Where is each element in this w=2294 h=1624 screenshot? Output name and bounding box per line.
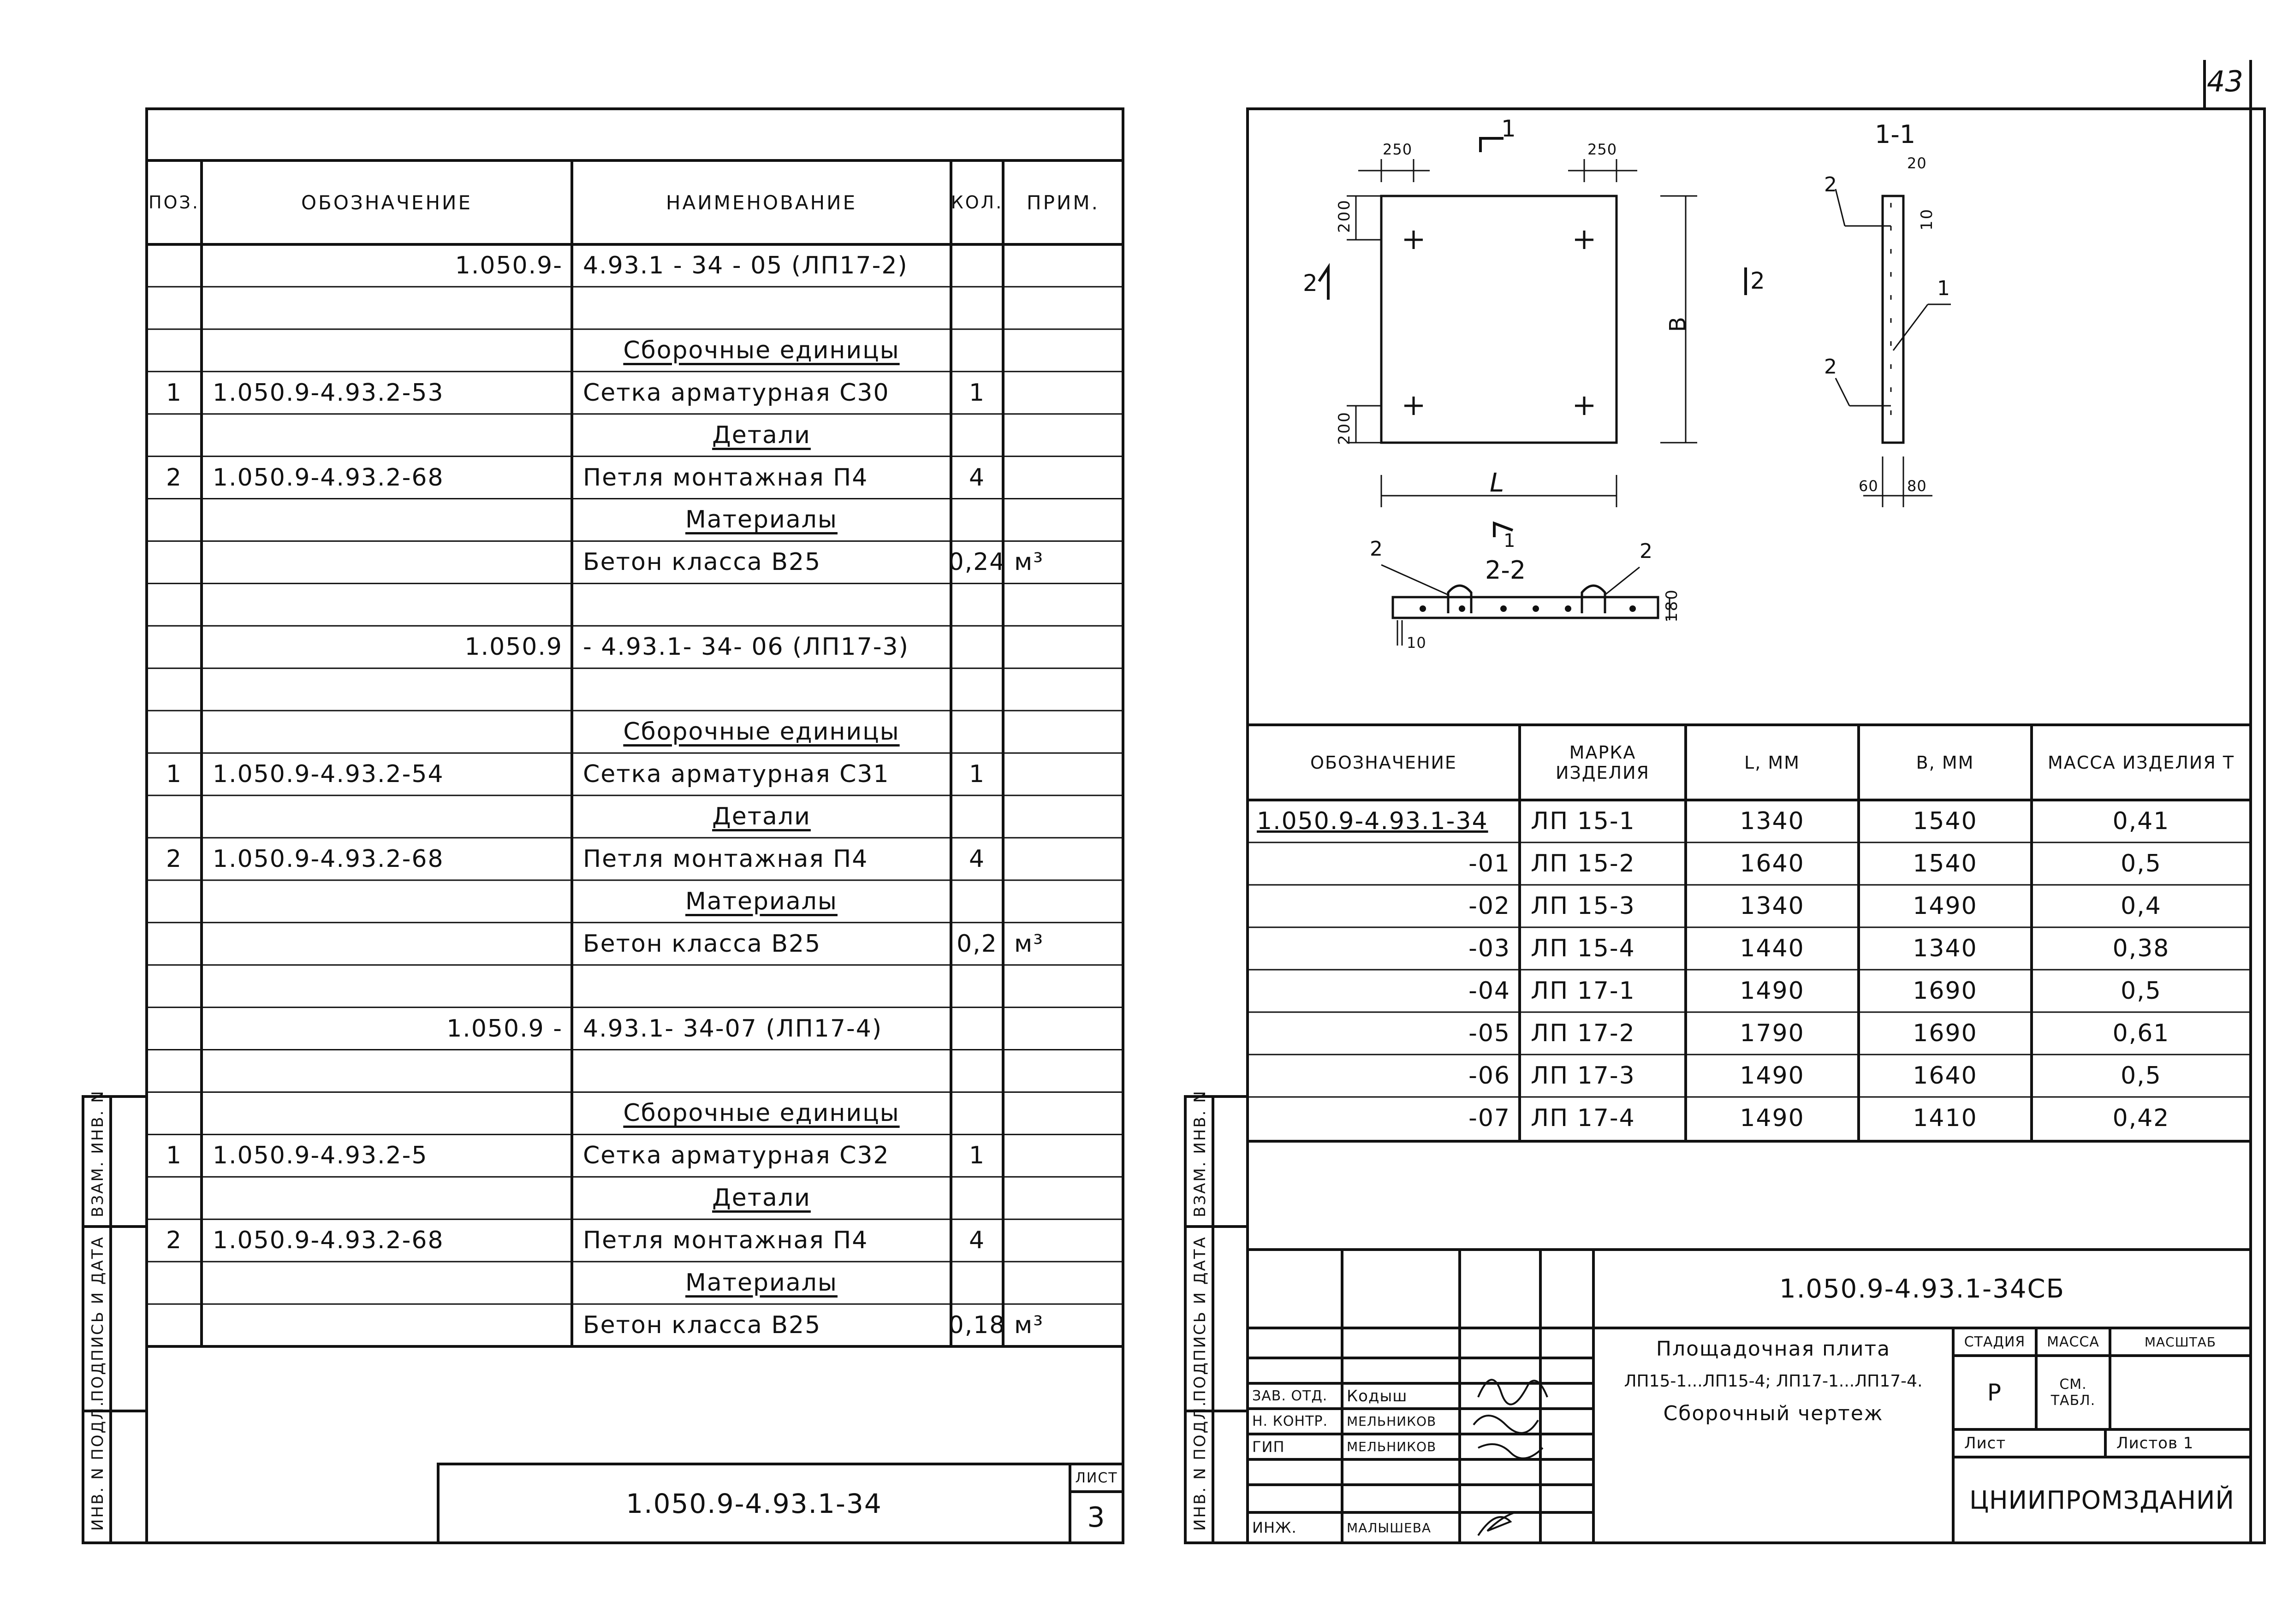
row-poz [147,499,202,541]
row-poz [147,329,202,372]
row-qty: 0,2 [957,930,998,958]
row-designation [202,329,572,372]
spec-l: 1640 [1740,850,1805,877]
row-poz [147,711,202,753]
row-poz [147,414,202,456]
role-inzh: ИНЖ. [1252,1519,1297,1536]
section-heading: Материалы [685,887,838,915]
row-qty [951,583,1003,626]
row-poz [147,1177,202,1219]
row-qty [951,1177,1003,1219]
dim-b: В [1665,315,1691,332]
spec-mark: ЛП 17-2 [1531,1019,1635,1047]
row-note [1003,668,1123,711]
row-qty: 1 [969,379,986,407]
row-designation [202,1262,572,1304]
row-note: м³ [1014,930,1044,958]
cut-1-top: 1 [1501,115,1516,142]
row-qty: 0,18 [948,1311,1006,1340]
sheet-label-right: Лист [1964,1434,2006,1452]
row-poz [147,668,202,711]
right-margin-vzam: ВЗАМ. ИНВ. N [1191,1090,1209,1217]
row-designation [202,499,572,541]
row-poz: 1 [166,379,183,407]
dim-20: 20 [1907,154,1927,172]
header-designation: ОБОЗНАЧЕНИЕ [301,191,473,214]
row-name: Бетон класса В25 [583,930,821,958]
row-qty [951,1092,1003,1134]
row-qty [951,329,1003,372]
title-line1: Площадочная плита [1656,1337,1891,1361]
margin-vzam: ВЗАМ. ИНВ. N [89,1090,107,1217]
dim-80: 80 [1907,477,1927,495]
dim-60: 60 [1859,477,1878,495]
row-note [1003,880,1123,923]
row-name [572,583,951,626]
row-qty [951,287,1003,329]
spec-b: 1410 [1913,1104,1978,1132]
row-qty: 4 [969,463,986,492]
section-2-2-label: 2-2 [1485,556,1526,585]
leader-2-s22-right: 2 [1640,539,1652,563]
name-n-kontr: МЕЛЬНИКОВ [1347,1414,1437,1429]
row-qty: 1 [969,1142,986,1170]
row-qty [951,880,1003,923]
spec-mark: ЛП 15-1 [1531,807,1635,835]
margin-podpis: ПОДПИСЬ И ДАТА [89,1236,107,1402]
row-designation: 1.050.9-4.93.2-68 [213,463,444,492]
row-name: Петля монтажная П4 [583,845,868,873]
spec-mass: 0,5 [2121,1062,2162,1090]
dim-250-right: 250 [1587,141,1617,158]
margin-inv-podl: ИНВ. N ПОДЛ. [89,1400,107,1531]
row-note [1003,626,1123,668]
row-poz [147,923,202,965]
name-gip: МЕЛЬНИКОВ [1347,1439,1437,1454]
title-code: 1.050.9-4.93.1-34СБ [1779,1274,2065,1304]
cut-2-left: 2 [1303,270,1318,296]
row-designation [202,880,572,923]
row-designation [202,414,572,456]
cut-1-bottom: 1 [1504,530,1515,551]
section-heading: Сборочные единицы [623,336,900,364]
spec-b: 1690 [1913,1019,1978,1047]
dim-l: L [1490,468,1504,498]
header-name: НАИМЕНОВАНИЕ [666,191,857,214]
row-qty [951,1008,1003,1050]
signatures [1460,1356,1598,1543]
row-poz [147,287,202,329]
row-note [1003,795,1123,838]
row-note: м³ [1014,548,1044,576]
spec-header-mark: МАРКА ИЗДЕЛИЯ [1556,742,1650,783]
spec-mass: 0,41 [2112,807,2170,835]
spec-mass: 0,61 [2112,1019,2170,1047]
spec-mark: ЛП 17-3 [1531,1062,1635,1090]
spec-mark: ЛП 15-3 [1531,892,1635,920]
header-poz: ПОЗ. [149,192,200,213]
spec-mark: ЛП 17-1 [1531,977,1635,1005]
row-note [1003,711,1123,753]
plan-view [1319,138,1746,537]
stage-value: Р [1987,1379,2003,1406]
cut-2-right: 2 [1750,267,1765,294]
row-designation [202,711,572,753]
row-name: Петля монтажная П4 [583,463,868,492]
spec-b: 1640 [1913,1062,1978,1090]
dim-250-left: 250 [1383,141,1413,158]
row-note [1003,1219,1123,1262]
spec-mark: ЛП 15-4 [1531,935,1635,962]
row-note [1003,753,1123,795]
header-qty: КОЛ. [951,192,1004,213]
row-name: 4.93.1- 34-07 (ЛП17-4) [583,1014,883,1043]
row-designation [202,1177,572,1219]
row-note [1003,583,1123,626]
row-qty [951,711,1003,753]
spec-designation: -02 [1468,892,1510,920]
left-sheet [0,0,1135,1624]
row-designation [202,923,572,965]
mass-label: МАССА [2047,1334,2099,1350]
row-poz: 2 [166,845,183,873]
row-designation [202,965,572,1008]
mass-value: СМ. ТАБЛ. [2050,1376,2096,1409]
row-qty [951,626,1003,668]
spec-b: 1490 [1913,892,1978,920]
row-qty [951,965,1003,1008]
row-note [1003,287,1123,329]
role-gip: ГИП [1252,1438,1285,1456]
row-qty [951,668,1003,711]
row-name [572,1050,951,1092]
row-qty: 1 [969,760,986,788]
spec-l: 1790 [1740,1019,1805,1047]
row-qty: 0,24 [948,548,1006,576]
row-poz [147,1008,202,1050]
row-note: м³ [1014,1311,1044,1340]
name-zav-otd: Кодыш [1347,1387,1408,1405]
spec-header-l: L, ММ [1744,752,1800,773]
right-sheet [1171,0,2294,1624]
row-designation [202,1304,572,1346]
stamp-sheet-label: ЛИСТ [1075,1470,1118,1486]
row-name: Сетка арматурная С31 [583,760,890,788]
spec-mass: 0,38 [2112,935,2170,962]
spec-header-mass: МАССА ИЗДЕЛИЯ Т [2047,752,2235,773]
row-qty [951,414,1003,456]
row-designation [202,1092,572,1134]
leader-2-bottom: 2 [1824,355,1837,379]
row-qty [951,244,1003,287]
sheets-label-right: Листов 1 [2116,1434,2194,1452]
spec-designation: -04 [1468,977,1510,1005]
row-designation [202,287,572,329]
row-poz [147,541,202,583]
row-designation: 1.050.9-4.93.2-54 [213,760,444,788]
right-margin-podpis: ПОДПИСЬ И ДАТА [1191,1236,1209,1402]
row-designation [202,795,572,838]
row-note [1003,1134,1123,1177]
spec-mark: ЛП 17-4 [1531,1104,1635,1132]
spec-designation: -07 [1468,1104,1510,1132]
row-name: - 4.93.1- 34- 06 (ЛП17-3) [583,633,909,661]
spec-b: 1540 [1913,807,1978,835]
row-qty [951,499,1003,541]
row-designation: 1.050.9- [455,251,563,279]
section-heading: Сборочные единицы [623,718,900,746]
spec-mark: ЛП 15-2 [1531,850,1635,877]
row-name [572,287,951,329]
row-poz [147,244,202,287]
header-note: ПРИМ. [1027,191,1099,214]
role-zav-otd: ЗАВ. ОТД. [1252,1388,1328,1404]
row-poz [147,583,202,626]
row-qty: 4 [969,1227,986,1255]
spec-b: 1540 [1913,850,1978,877]
spec-mass: 0,5 [2121,850,2162,877]
row-name: Петля монтажная П4 [583,1227,868,1255]
stamp-sheet-number: 3 [1087,1501,1106,1534]
row-name: Бетон класса В25 [583,1311,821,1340]
section-heading: Материалы [685,506,838,534]
row-note [1003,244,1123,287]
row-poz [147,1262,202,1304]
section-heading: Детали [712,1184,811,1212]
row-note [1003,838,1123,880]
row-designation: 1.050.9-4.93.2-68 [213,845,444,873]
row-note [1003,499,1123,541]
row-note [1003,329,1123,372]
row-poz: 2 [166,1227,183,1255]
leader-2-top: 2 [1824,173,1837,196]
row-poz [147,795,202,838]
row-designation [202,583,572,626]
row-note [1003,456,1123,499]
dim-200-top: 200 [1335,199,1354,233]
spec-l: 1490 [1740,977,1805,1005]
dim-10: 10 [1918,207,1936,231]
row-qty [951,1262,1003,1304]
row-name: Сетка арматурная С32 [583,1142,890,1170]
right-margin-inv-podl: ИНВ. N ПОДЛ. [1191,1400,1209,1531]
row-note [1003,1262,1123,1304]
spec-l: 1490 [1740,1104,1805,1132]
row-note [1003,1008,1123,1050]
spec-l: 1340 [1740,807,1805,835]
spec-mass: 0,4 [2121,892,2162,920]
scale-label: МАСШТАБ [2144,1334,2217,1350]
spec-mass: 0,42 [2112,1104,2170,1132]
section-heading: Сборочные единицы [623,1099,900,1127]
spec-l: 1340 [1740,892,1805,920]
section-1-1-label: 1-1 [1875,120,1916,149]
title-line2: ЛП15-1...ЛП15-4; ЛП17-1...ЛП17-4. [1624,1371,1923,1391]
role-n-kontr: Н. КОНТР. [1252,1413,1328,1429]
section-heading: Детали [712,421,811,449]
spec-b: 1340 [1913,935,1978,962]
row-poz: 1 [166,760,183,788]
spec-mass: 0,5 [2121,977,2162,1005]
section-heading: Детали [712,802,811,830]
spec-designation: -01 [1468,850,1510,877]
row-note [1003,1177,1123,1219]
row-name [572,668,951,711]
section-heading: Материалы [685,1269,838,1297]
row-designation [202,668,572,711]
row-designation: 1.050.9 - [446,1014,563,1043]
row-qty: 4 [969,845,986,873]
row-name: 4.93.1 - 34 - 05 (ЛП17-2) [583,251,908,279]
row-designation: 1.050.9-4.93.2-68 [213,1227,444,1255]
row-poz [147,965,202,1008]
stage-label: СТАДИЯ [1964,1334,2026,1350]
dim-200-bottom: 200 [1335,411,1354,445]
row-poz: 2 [166,463,183,492]
name-inzh: МАЛЫШЕВА [1347,1520,1432,1535]
section-1-1 [1836,189,1951,507]
spec-header-designation: ОБОЗНАЧЕНИЕ [1310,752,1457,773]
row-designation: 1.050.9-4.93.2-5 [213,1142,428,1170]
row-note [1003,1092,1123,1134]
dim-180: 180 [1663,588,1681,622]
spec-designation: -06 [1468,1062,1510,1090]
leader-1: 1 [1937,277,1950,300]
row-poz [147,1304,202,1346]
stamp-code: 1.050.9-4.93.1-34 [626,1488,882,1519]
row-name: Сетка арматурная С30 [583,379,890,407]
row-poz [147,880,202,923]
row-note [1003,965,1123,1008]
row-poz [147,1092,202,1134]
row-name [572,965,951,1008]
row-poz [147,626,202,668]
row-designation: 1.050.9 [464,633,563,661]
row-name: Бетон класса В25 [583,548,821,576]
spec-designation: -03 [1468,935,1510,962]
organization: ЦНИИПРОМЗДАНИЙ [1969,1485,2235,1515]
row-designation [202,1050,572,1092]
spec-header-b: В, ММ [1916,752,1974,773]
row-poz [147,1050,202,1092]
spec-l: 1440 [1740,935,1805,962]
row-note [1003,1050,1123,1092]
spec-l: 1490 [1740,1062,1805,1090]
spec-designation: -05 [1468,1019,1510,1047]
row-designation [202,541,572,583]
title-line3: Сборочный чертеж [1663,1401,1884,1425]
row-designation: 1.050.9-4.93.2-53 [213,379,444,407]
row-note [1003,414,1123,456]
spec-b: 1690 [1913,977,1978,1005]
row-qty [951,1050,1003,1092]
row-poz: 1 [166,1142,183,1170]
spec-designation: 1.050.9-4.93.1-34 [1257,807,1488,835]
leader-2-s22-left: 2 [1370,537,1383,561]
row-note [1003,372,1123,414]
dim-10b: 10 [1407,634,1426,652]
row-qty [951,795,1003,838]
page-number: 43 [2207,65,2243,98]
